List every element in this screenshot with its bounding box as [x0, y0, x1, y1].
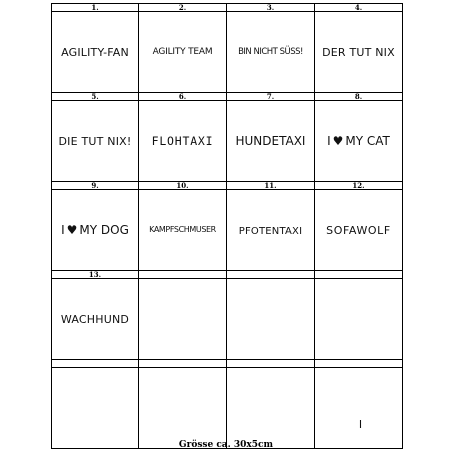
cell-number: 4. [315, 4, 403, 12]
cell-number: 1. [52, 4, 139, 12]
label-cell[interactable] [52, 101, 139, 182]
label-cell[interactable] [227, 190, 315, 271]
cell-number: 7. [227, 93, 315, 101]
size-caption: Grösse ca. 30x5cm [178, 440, 274, 450]
label-cell-active[interactable] [315, 368, 403, 449]
number-row [52, 4, 403, 12]
label-cell-empty[interactable] [139, 368, 227, 449]
label-text: PFOTENTAXI [238, 225, 303, 237]
label-text-post: MY DOG [79, 223, 129, 237]
label-cell[interactable] [139, 12, 227, 93]
cell-number [139, 271, 227, 279]
cell-number: 6. [139, 93, 227, 101]
label-text: KAMPFSCHMUSER [149, 225, 216, 234]
cell-number: 2. [139, 4, 227, 12]
cell-number [227, 271, 315, 279]
label-row [52, 12, 403, 93]
label-row [52, 190, 403, 271]
label-text: SOFAWOLF [326, 223, 391, 237]
label-text: DER TUT NIX [322, 45, 395, 59]
label-text-pre: I [327, 134, 331, 148]
cell-number: 5. [52, 93, 139, 101]
label-cell-empty[interactable] [52, 368, 139, 449]
cell-number [227, 360, 315, 368]
cell-number: 13. [52, 271, 139, 279]
label-text: HUNDETAXI [235, 134, 306, 148]
cell-number [139, 360, 227, 368]
label-cell[interactable] [315, 101, 403, 182]
label-cell[interactable] [139, 190, 227, 271]
heart-icon: ♥ [332, 134, 344, 148]
label-row [52, 279, 403, 360]
label-cell-empty[interactable] [227, 368, 315, 449]
cell-number [315, 360, 403, 368]
label-grid [51, 3, 403, 449]
label-text-pre: I [61, 223, 65, 237]
cell-number [315, 271, 403, 279]
label-text: FLOHTAXI [151, 134, 214, 148]
label-cell-empty[interactable] [227, 279, 315, 360]
number-row [52, 93, 403, 101]
cell-number [52, 360, 139, 368]
label-text: BIN NICHT SÜSS! [238, 47, 303, 57]
label-sheet [51, 3, 402, 437]
cell-number: 9. [52, 182, 139, 190]
text-cursor: I [358, 417, 363, 431]
cell-number: 11. [227, 182, 315, 190]
label-text: WACHHUND [60, 312, 130, 326]
label-row [52, 368, 403, 449]
cell-number: 12. [315, 182, 403, 190]
label-text: AGILITY TEAM [152, 47, 213, 57]
number-row [52, 271, 403, 279]
cell-number: 8. [315, 93, 403, 101]
label-cell[interactable] [315, 190, 403, 271]
label-text-post: MY CAT [345, 134, 390, 148]
number-row [52, 360, 403, 368]
label-cell[interactable] [227, 101, 315, 182]
cell-number: 10. [139, 182, 227, 190]
label-row [52, 101, 403, 182]
number-row [52, 182, 403, 190]
label-text: AGILITY-FAN [61, 45, 129, 59]
label-cell-empty[interactable] [139, 279, 227, 360]
label-cell[interactable] [315, 12, 403, 93]
label-cell-empty[interactable] [315, 279, 403, 360]
heart-icon: ♥ [66, 223, 78, 237]
label-cell[interactable] [52, 279, 139, 360]
cell-number: 3. [227, 4, 315, 12]
label-cell[interactable] [52, 12, 139, 93]
label-text: DIE TUT NIX! [58, 134, 132, 148]
label-cell[interactable] [139, 101, 227, 182]
label-cell[interactable] [227, 12, 315, 93]
label-cell[interactable] [52, 190, 139, 271]
